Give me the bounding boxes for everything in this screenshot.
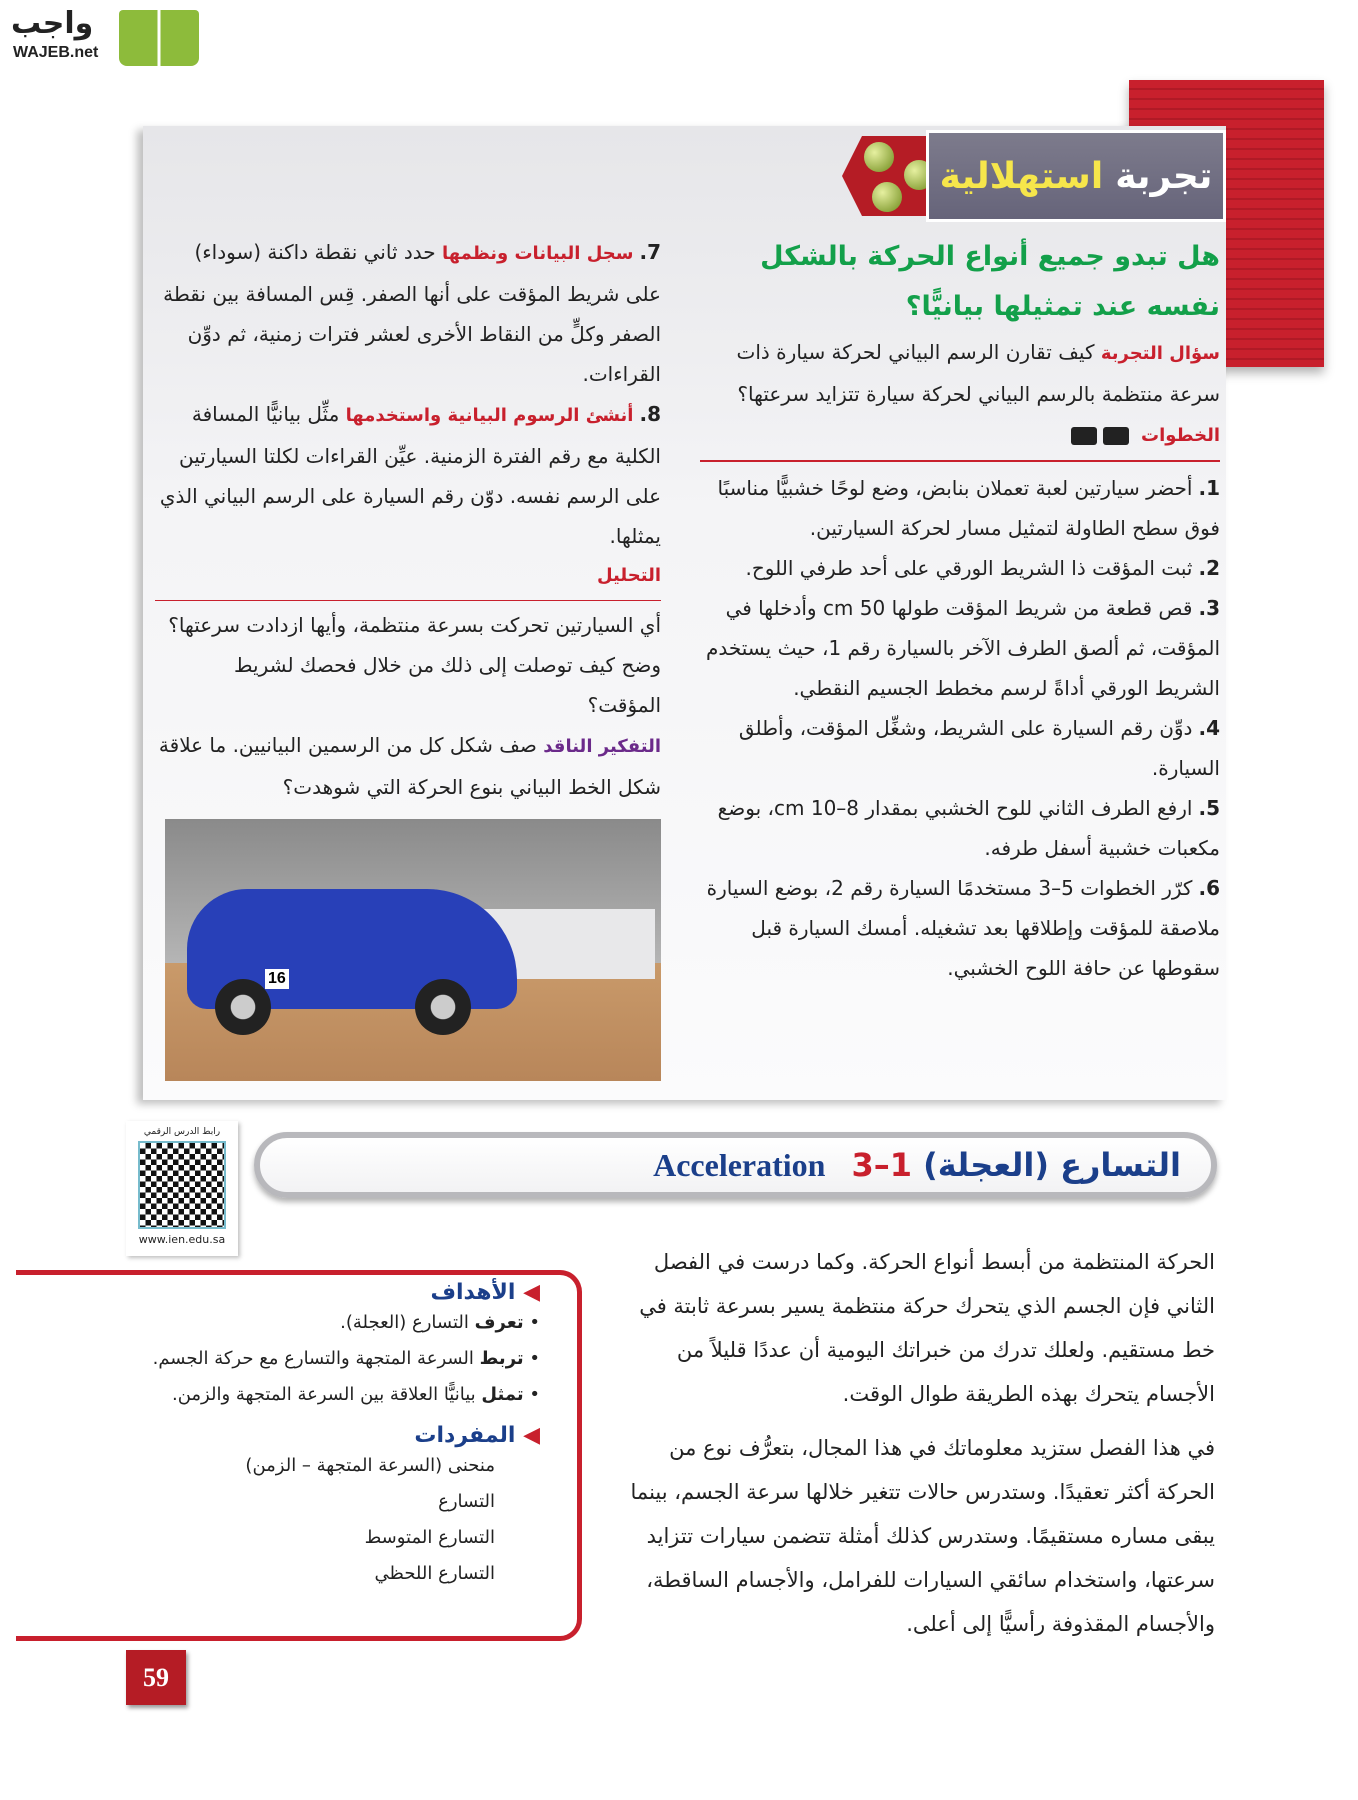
critical-thinking-text: صف شكل كل من الرسمين البيانيين. ما علاقة شكل الخط البياني بنوع الحركة التي شوهدت؟ xyxy=(158,733,661,799)
car-number: 16 xyxy=(265,969,289,989)
step-8: 8.أنشئ الرسوم البيانية واستخدمها مثِّل بيانيًّا المسافة الكلية مع رقم الفترة الزمنية. عيِّن القراءات لكلتا السيارتين على الرسم نفسه. دوّن رقم السيارة على الرسم البياني الذي يمثلها. xyxy=(159,402,661,548)
objective-item: • تربط السرعة المتجهة والتسارع مع حركة الجسم. xyxy=(152,1348,540,1369)
divider xyxy=(155,600,661,601)
step-6: 6.كرّر الخطوات 5–3 مستخدمًا السيارة رقم 2، بوضع السيارة ملاصقة للمؤقت وإطلاقها بعد تشغيله. أمسك السيارة قبل سقوطها عن حافة اللوح الخشبي. xyxy=(706,876,1220,980)
wheel xyxy=(415,979,471,1035)
step-7: 7.سجل البيانات ونظمها حدد ثاني نقطة داكنة (سوداء) على شريط المؤقت على أنها الصفر. قِس المسافة بين نقطة الصفر وكلٍّ من النقاط الأخرى لعشر فترات زمنية، ثم دوِّن القراءات. xyxy=(163,240,661,386)
paragraph: الحركة المنتظمة من أبسط أنواع الحركة. وكما درست في الفصل الثاني فإن الجسم الذي يتحرك حركة منتظمة يسير بسرعة ثابتة في خط مستقيم. ولعلك تدرك من خبراتك اليومية أن عددًا قليلاً من الأجسام يتحرك بهذه الطريقة طوال الوقت. xyxy=(639,1250,1215,1406)
vocabulary-heading: ◀ المفردات xyxy=(40,1423,540,1448)
question-label: سؤال التجربة xyxy=(1100,343,1220,364)
lab-question-title: هل تبدو جميع أنواع الحركة بالشكل نفسه عند تمثيلها بيانيًّا؟ xyxy=(760,241,1220,322)
logo-arabic: واجب xyxy=(11,6,94,41)
objective-item: • تعرف التسارع (العجلة). xyxy=(340,1312,540,1333)
vocab-item: منحنى (السرعة المتجهة – الزمن) xyxy=(245,1455,495,1476)
step-5: 5.ارفع الطرف الثاني للوح الخشبي بمقدار 8–10 cm، بوضع مكعبات خشبية أسفل طرفه. xyxy=(717,796,1220,860)
qr-url[interactable]: www.ien.edu.sa xyxy=(138,1233,226,1246)
page-number: 59 xyxy=(126,1650,186,1705)
critical-thinking-label: التفكير الناقد xyxy=(543,736,661,757)
section-number: 1–3 xyxy=(851,1146,912,1184)
analysis-text: أي السيارتين تحركت بسرعة منتظمة، وأيها ازدادت سرعتها؟ وضح كيف توصلت إلى ذلك من خلال فحصك لشريط المؤقت؟ xyxy=(168,613,661,717)
wheel xyxy=(215,979,271,1035)
molecule-icon xyxy=(872,182,902,212)
objectives-heading: ◀ الأهداف xyxy=(40,1280,540,1305)
vocab-item: التسارع اللحظي xyxy=(374,1563,495,1584)
step-4: 4.دوِّن رقم السيارة على الشريط، وشغِّل المؤقت، وأطلق السيارة. xyxy=(738,716,1220,780)
steps-label: الخطوات xyxy=(1141,425,1220,446)
right-column xyxy=(700,232,1220,988)
toy-car-photo xyxy=(165,819,661,1081)
vocab-item: التسارع المتوسط xyxy=(364,1527,495,1548)
paragraph: في هذا الفصل ستزيد معلوماتك في هذا المجال، بتعرُّف نوع من الحركة أكثر تعقيدًا. وستدرس حالات تتغير خلالها سرعة الجسم، بينما يبقى مساره مستقيمًا. وستدرس كذلك أمثلة تتضمن سيارات تتزايد سرعتها، واستخدام سائقي السيارات للفرامل، والأجسام الساقطة، والأجسام المقذوفة رأسيًّا إلى أعلى. xyxy=(630,1436,1215,1636)
logo-latin: WAJEB.net xyxy=(13,44,99,61)
book-icon xyxy=(119,10,199,66)
section-title-en: Acceleration xyxy=(653,1146,826,1183)
launch-lab-badge xyxy=(842,130,1226,222)
qr-code[interactable] xyxy=(138,1141,226,1229)
goggles-icon xyxy=(1071,427,1097,445)
badge-word1: تجربة xyxy=(1115,155,1213,197)
qr-caption: رابط الدرس الرقمي xyxy=(143,1127,221,1137)
vocab-item: التسارع xyxy=(438,1491,495,1512)
qr-card[interactable] xyxy=(126,1121,238,1256)
badge-word2: استهلالية xyxy=(939,155,1104,197)
analysis-label: التحليل xyxy=(596,565,661,586)
step-3: 3.قص قطعة من شريط المؤقت طولها 50 cm وأدخلها في المؤقت، ثم ألصق الطرف الآخر بالسيارة رقم 1، حيث يستخدم الشريط الورقي أداةً لرسم مخطط الجسيم النقطي. xyxy=(705,596,1220,700)
intro-body xyxy=(630,1240,1215,1646)
wajeb-logo xyxy=(11,6,191,66)
step-1: 1.أحضر سيارتين لعبة تعملان بنابض، وضع لوحًا خشبيًّا مناسبًا فوق سطح الطاولة لتمثيل مسار لحركة السيارتين. xyxy=(717,476,1220,540)
lab-safety-icon xyxy=(1103,427,1129,445)
left-column xyxy=(155,232,661,1081)
objective-item: • تمثل بيانيًّا العلاقة بين السرعة المتجهة والزمن. xyxy=(171,1384,540,1405)
step-2: 2.ثبت المؤقت ذا الشريط الورقي على أحد طرفي اللوح. xyxy=(745,556,1220,580)
molecule-icon xyxy=(864,142,894,172)
divider xyxy=(700,460,1220,462)
objectives-vocab xyxy=(40,1280,540,1592)
section-title-bar xyxy=(254,1132,1217,1198)
section-title-ar: التسارع (العجلة) xyxy=(923,1146,1181,1184)
question-text: كيف تقارن الرسم البياني لحركة سيارة ذات سرعة منتظمة بالرسم البياني لحركة سيارة تتزايد سرعتها؟ xyxy=(736,340,1220,406)
